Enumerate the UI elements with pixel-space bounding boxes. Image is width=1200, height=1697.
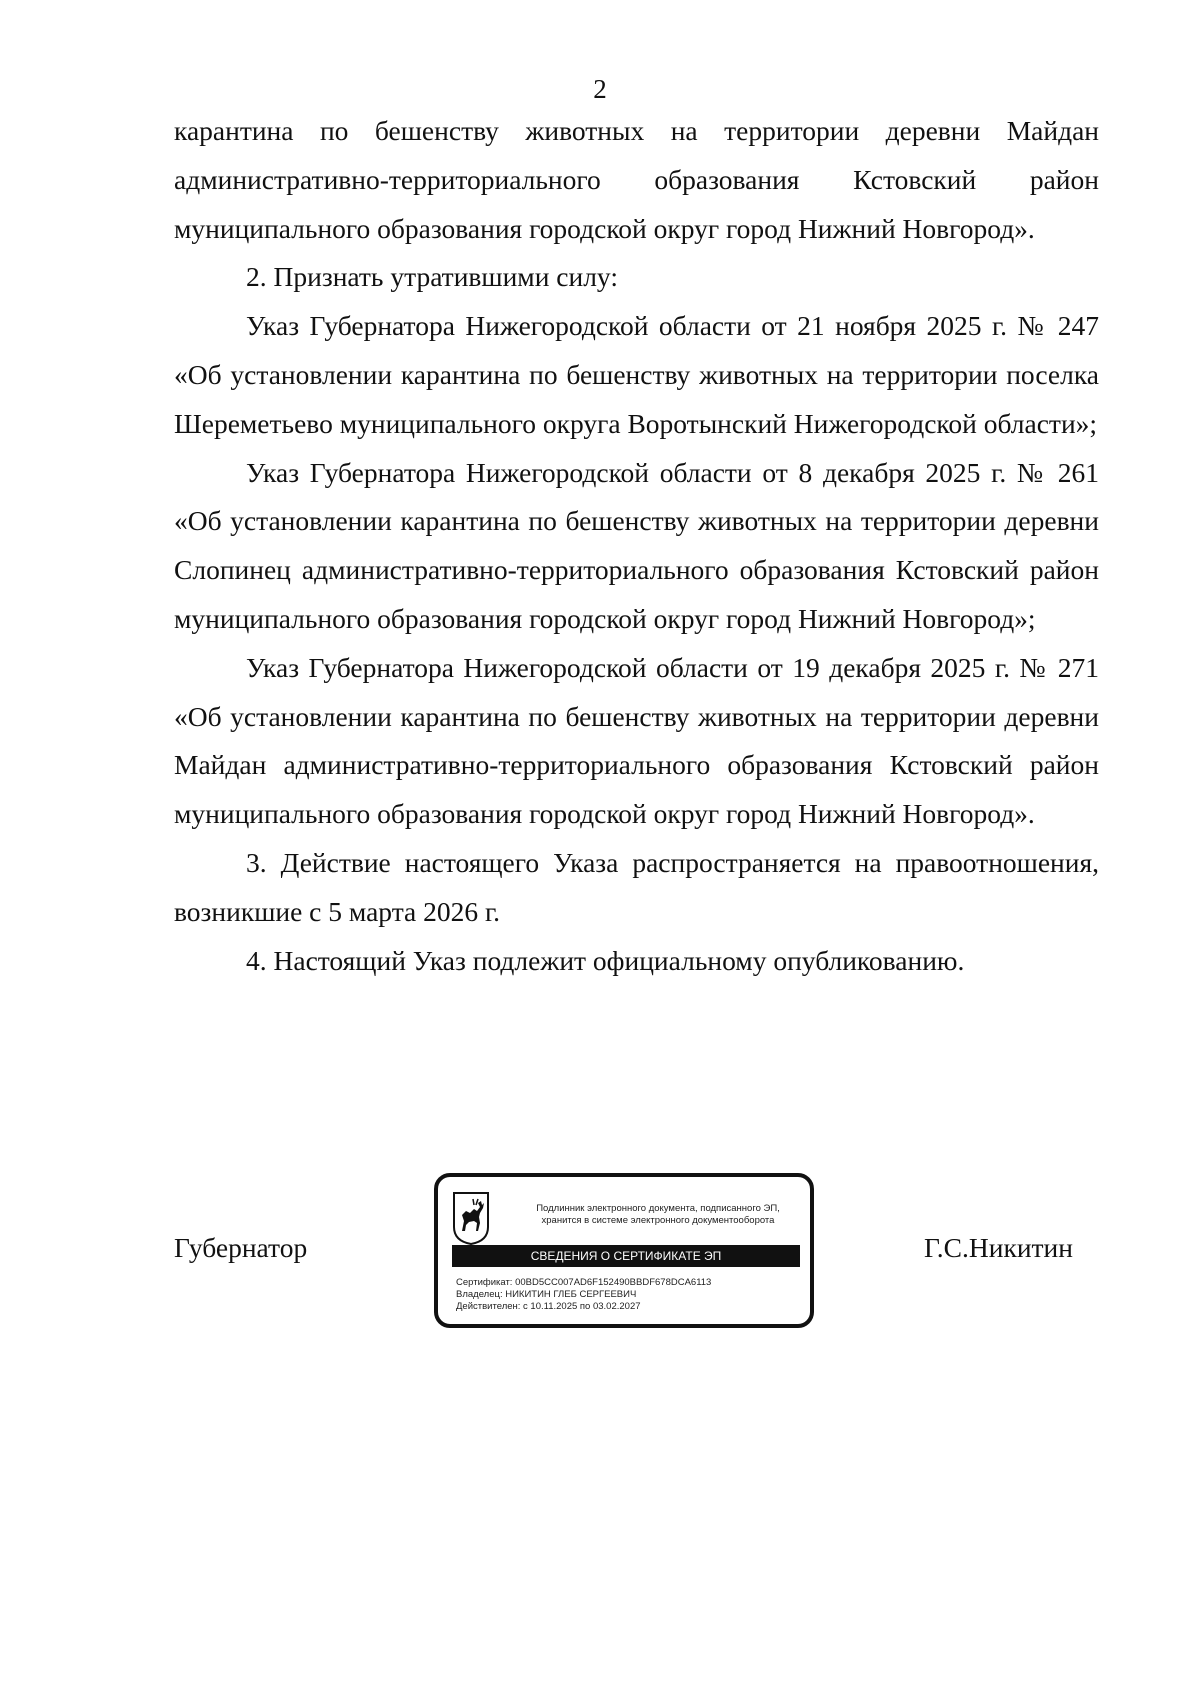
page-number: 2 bbox=[593, 74, 607, 104]
deer-emblem-icon bbox=[452, 1191, 490, 1245]
paragraph-decree-271: Указ Губернатора Нижегородской области от 19 декабря 2025 г. № 271 «Об установлении карантина по бешенству животных на территории деревни Майдан административно-территориального образования Кстовский район муниципального образования городской округ город Нижний Новгород». bbox=[174, 651, 1099, 830]
paragraph-decree-261: Указ Губернатора Нижегородской области от 8 декабря 2025 г. № 261 «Об установлении карантина по бешенству животных на территории деревни Слопинец административно-территориального образования Кстовский район муниципального образования городской округ город Нижний Новгород»; bbox=[174, 456, 1099, 634]
stamp-validity: Действителен: с 10.11.2025 по 03.02.2027 bbox=[456, 1301, 641, 1312]
signatory-name: Г.С.Никитин bbox=[924, 1232, 1073, 1263]
paragraph-decree-247: Указ Губернатора Нижегородской области от 21 ноября 2025 г. № 247 «Об установлении карантина по бешенству животных на территории поселка Шереметьево муниципального округа Воротынский Нижегородской области»; bbox=[174, 310, 1099, 439]
paragraph-item-2: 2. Признать утратившими силу: bbox=[246, 261, 618, 293]
paragraph-item-4: 4. Настоящий Указ подлежит официальному опубликованию. bbox=[246, 944, 965, 976]
stamp-owner: Владелец: НИКИТИН ГЛЕБ СЕРГЕЕВИЧ bbox=[456, 1289, 637, 1300]
stamp-notice-line-2: хранится в системе электронного документооборота bbox=[541, 1215, 775, 1226]
paragraph-continuation: карантина по бешенству животных на территории деревни Майдан административно-территориального образования Кстовский район муниципального образования городской округ город Нижний Новгород». bbox=[174, 115, 1099, 244]
stamp-header: СВЕДЕНИЯ О СЕРТИФИКАТЕ ЭП bbox=[452, 1245, 800, 1267]
electronic-signature-stamp bbox=[434, 1173, 814, 1328]
document-body bbox=[174, 107, 1099, 985]
stamp-notice-line-1: Подлинник электронного документа, подписанного ЭП, bbox=[536, 1203, 780, 1214]
paragraph-item-3: 3. Действие настоящего Указа распространяется на правоотношения, возникшие с 5 марта 2026 г. bbox=[174, 846, 1099, 927]
stamp-certificate: Сертификат: 00BD5CC007AD6F152490BBDF678DCA6113 bbox=[456, 1277, 712, 1288]
signatory-title: Губернатор bbox=[174, 1232, 308, 1263]
